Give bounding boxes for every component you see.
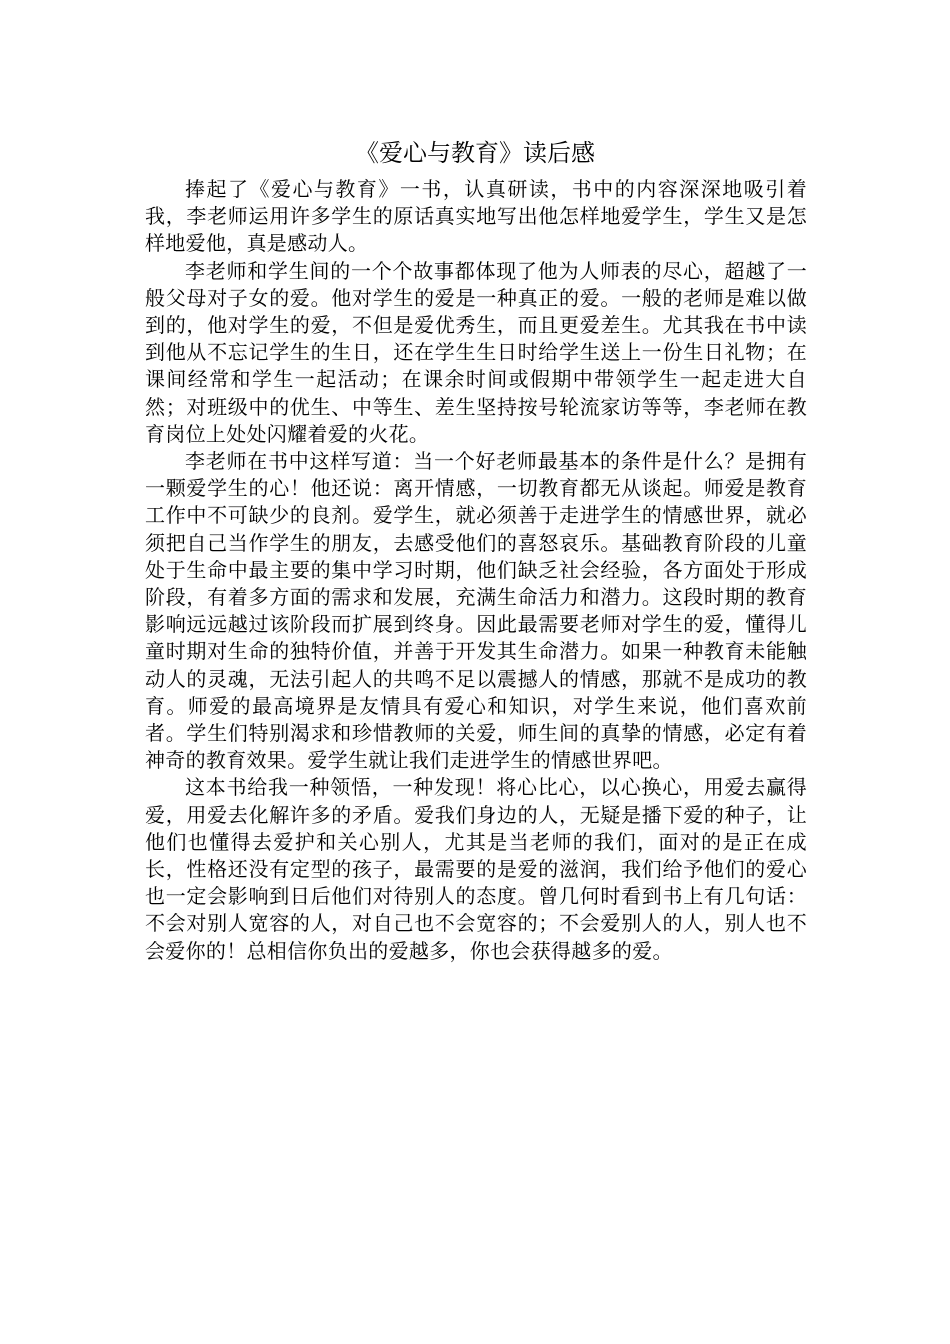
paragraph-3: 李老师在书中这样写道：当一个好老师最基本的条件是什么？是拥有一颗爱学生的心！他还说：离开情感，一切教育都无从谈起。师爱是教育工作中不可缺少的良剂。爱学生，就必须善于走进学生的情感世界，就必须把自己当作学生的朋友，去感受他们的喜怒哀乐。基础教育阶段的儿童处于生命中最主要的集中学习时期，他们缺乏社会经验，各方面处于形成阶段，有着多方面的需求和发展，充满生命活力和潜力。这段时期的教育影响远远越过该阶段而扩展到终身。因此最需要老师对学生的爱，懂得儿童时期对生命的独特价值，并善于开发其生命潜力。如果一种教育未能触动人的灵魂，无法引起人的共鸣不足以震撼人的情感，那就不是成功的教育。师爱的最高境界是友情具有爱心和知识，对学生来说，他们喜欢前者。学生们特别渴求和珍惜教师的关爱，师生间的真挚的情感，必定有着神奇的教育效果。爱学生就让我们走进学生的情感世界吧。: [145, 449, 807, 773]
paragraph-2: 李老师和学生间的一个个故事都体现了他为人师表的尽心，超越了一般父母对子女的爱。他对学生的爱是一种真正的爱。一般的老师是难以做到的，他对学生的爱，不但是爱优秀生，而且更爱差生。尤其我在书中读到他从不忘记学生的生日，还在学生生日时给学生送上一份生日礼物；在课间经常和学生一起活动；在课余时间或假期中带领学生一起走进大自然；对班级中的优生、中等生、差生坚持按号轮流家访等等，李老师在教育岗位上处处闪耀着爱的火花。: [145, 258, 807, 446]
document-title: 《爱心与教育》读后感: [355, 139, 595, 167]
document-body: [145, 176, 807, 965]
paragraph-1: 捧起了《爱心与教育》一书，认真研读，书中的内容深深地吸引着我，李老师运用许多学生的原话真实地写出他怎样地爱学生，学生又是怎样地爱他，真是感动人。: [145, 177, 807, 256]
paragraph-4: 这本书给我一种领悟，一种发现！将心比心，以心换心，用爱去赢得爱，用爱去化解许多的矛盾。爱我们身边的人，无疑是播下爱的种子，让他们也懂得去爱护和关心别人，尤其是当老师的我们，面对的是正在成长，性格还没有定型的孩子，最需要的是爱的滋润，我们给予他们的爱心也一定会影响到日后他们对待别人的态度。曾几何时看到书上有几句话：不会对别人宽容的人，对自己也不会宽容的；不会爱别人的人，别人也不会爱你的！总相信你负出的爱越多，你也会获得越多的爱。: [145, 775, 807, 963]
